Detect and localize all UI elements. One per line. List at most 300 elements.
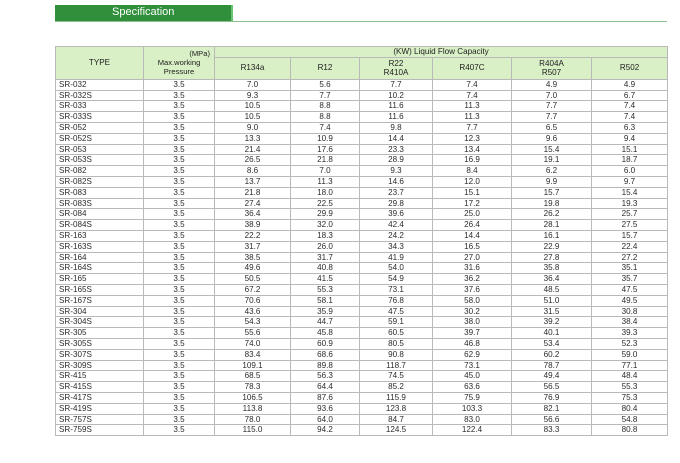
value-cell: 3.5 bbox=[144, 122, 215, 133]
value-cell: 15.4 bbox=[592, 187, 668, 198]
refrigerant-header: R22 R410A bbox=[360, 57, 433, 79]
value-cell: 8.8 bbox=[291, 101, 360, 112]
type-cell: SR-084 bbox=[56, 209, 144, 220]
value-cell: 10.5 bbox=[215, 112, 291, 123]
pressure-label: Max.working Pressure bbox=[157, 58, 201, 77]
value-cell: 21.4 bbox=[215, 144, 291, 155]
value-cell: 5.6 bbox=[291, 79, 360, 90]
table-row bbox=[56, 144, 668, 155]
value-cell: 60.5 bbox=[360, 328, 433, 339]
type-cell: SR-305S bbox=[56, 338, 144, 349]
table-row bbox=[56, 133, 668, 144]
value-cell: 9.0 bbox=[215, 122, 291, 133]
value-cell: 63.6 bbox=[433, 382, 512, 393]
value-cell: 3.5 bbox=[144, 306, 215, 317]
type-cell: SR-167S bbox=[56, 295, 144, 306]
table-row bbox=[56, 403, 668, 414]
value-cell: 38.0 bbox=[433, 317, 512, 328]
value-cell: 31.5 bbox=[512, 306, 592, 317]
type-cell: SR-417S bbox=[56, 392, 144, 403]
type-cell: SR-307S bbox=[56, 349, 144, 360]
value-cell: 3.5 bbox=[144, 382, 215, 393]
value-cell: 22.9 bbox=[512, 241, 592, 252]
value-cell: 3.5 bbox=[144, 101, 215, 112]
value-cell: 31.7 bbox=[215, 241, 291, 252]
value-cell: 3.5 bbox=[144, 112, 215, 123]
value-cell: 54.9 bbox=[360, 274, 433, 285]
type-cell: SR-163S bbox=[56, 241, 144, 252]
type-cell: SR-083S bbox=[56, 198, 144, 209]
value-cell: 25.0 bbox=[433, 209, 512, 220]
type-cell: SR-052 bbox=[56, 122, 144, 133]
type-cell: SR-164S bbox=[56, 263, 144, 274]
value-cell: 9.8 bbox=[360, 122, 433, 133]
table-row bbox=[56, 79, 668, 90]
value-cell: 7.7 bbox=[512, 101, 592, 112]
value-cell: 35.7 bbox=[592, 274, 668, 285]
value-cell: 4.9 bbox=[592, 79, 668, 90]
table-row bbox=[56, 166, 668, 177]
table-row bbox=[56, 101, 668, 112]
value-cell: 60.2 bbox=[512, 349, 592, 360]
value-cell: 42.4 bbox=[360, 220, 433, 231]
value-cell: 7.0 bbox=[215, 79, 291, 90]
value-cell: 35.1 bbox=[592, 263, 668, 274]
type-cell: SR-164 bbox=[56, 252, 144, 263]
type-cell: SR-082 bbox=[56, 166, 144, 177]
type-cell: SR-083 bbox=[56, 187, 144, 198]
value-cell: 19.1 bbox=[512, 155, 592, 166]
value-cell: 106.5 bbox=[215, 392, 291, 403]
value-cell: 9.7 bbox=[592, 176, 668, 187]
value-cell: 80.5 bbox=[360, 338, 433, 349]
value-cell: 3.5 bbox=[144, 79, 215, 90]
value-cell: 10.9 bbox=[291, 133, 360, 144]
table-row bbox=[56, 284, 668, 295]
value-cell: 58.0 bbox=[433, 295, 512, 306]
value-cell: 30.8 bbox=[592, 306, 668, 317]
value-cell: 124.5 bbox=[360, 425, 433, 436]
value-cell: 7.7 bbox=[512, 112, 592, 123]
value-cell: 51.0 bbox=[512, 295, 592, 306]
value-cell: 21.8 bbox=[215, 187, 291, 198]
value-cell: 19.8 bbox=[512, 198, 592, 209]
table-row bbox=[56, 338, 668, 349]
value-cell: 24.2 bbox=[360, 230, 433, 241]
value-cell: 7.0 bbox=[512, 90, 592, 101]
value-cell: 46.8 bbox=[433, 338, 512, 349]
value-cell: 3.5 bbox=[144, 176, 215, 187]
table-row bbox=[56, 230, 668, 241]
value-cell: 32.0 bbox=[291, 220, 360, 231]
value-cell: 83.4 bbox=[215, 349, 291, 360]
value-cell: 47.5 bbox=[592, 284, 668, 295]
value-cell: 7.7 bbox=[433, 122, 512, 133]
value-cell: 9.4 bbox=[592, 133, 668, 144]
value-cell: 45.0 bbox=[433, 371, 512, 382]
value-cell: 3.5 bbox=[144, 284, 215, 295]
value-cell: 31.6 bbox=[433, 263, 512, 274]
type-cell: SR-309S bbox=[56, 360, 144, 371]
value-cell: 11.6 bbox=[360, 101, 433, 112]
value-cell: 16.1 bbox=[512, 230, 592, 241]
value-cell: 14.6 bbox=[360, 176, 433, 187]
table-row bbox=[56, 328, 668, 339]
value-cell: 55.6 bbox=[215, 328, 291, 339]
value-cell: 36.2 bbox=[433, 274, 512, 285]
value-cell: 59.1 bbox=[360, 317, 433, 328]
type-cell: SR-033S bbox=[56, 112, 144, 123]
value-cell: 83.0 bbox=[433, 414, 512, 425]
type-cell: SR-052S bbox=[56, 133, 144, 144]
value-cell: 68.5 bbox=[215, 371, 291, 382]
table-row bbox=[56, 176, 668, 187]
table-row bbox=[56, 198, 668, 209]
value-cell: 3.5 bbox=[144, 252, 215, 263]
value-cell: 48.5 bbox=[512, 284, 592, 295]
value-cell: 17.2 bbox=[433, 198, 512, 209]
value-cell: 18.7 bbox=[592, 155, 668, 166]
value-cell: 74.5 bbox=[360, 371, 433, 382]
value-cell: 16.5 bbox=[433, 241, 512, 252]
value-cell: 27.0 bbox=[433, 252, 512, 263]
refrigerant-header: R502 bbox=[592, 57, 668, 79]
value-cell: 38.4 bbox=[592, 317, 668, 328]
value-cell: 3.5 bbox=[144, 349, 215, 360]
value-cell: 19.3 bbox=[592, 198, 668, 209]
value-cell: 39.2 bbox=[512, 317, 592, 328]
value-cell: 22.2 bbox=[215, 230, 291, 241]
value-cell: 9.3 bbox=[215, 90, 291, 101]
table-row bbox=[56, 360, 668, 371]
value-cell: 14.4 bbox=[360, 133, 433, 144]
value-cell: 49.5 bbox=[592, 295, 668, 306]
value-cell: 83.3 bbox=[512, 425, 592, 436]
value-cell: 75.3 bbox=[592, 392, 668, 403]
value-cell: 87.6 bbox=[291, 392, 360, 403]
value-cell: 7.4 bbox=[291, 122, 360, 133]
value-cell: 26.2 bbox=[512, 209, 592, 220]
value-cell: 113.8 bbox=[215, 403, 291, 414]
type-cell: SR-165 bbox=[56, 274, 144, 285]
value-cell: 3.5 bbox=[144, 414, 215, 425]
value-cell: 118.7 bbox=[360, 360, 433, 371]
table-row bbox=[56, 306, 668, 317]
value-cell: 41.5 bbox=[291, 274, 360, 285]
value-cell: 47.5 bbox=[360, 306, 433, 317]
type-cell: SR-084S bbox=[56, 220, 144, 231]
value-cell: 30.2 bbox=[433, 306, 512, 317]
value-cell: 7.4 bbox=[592, 101, 668, 112]
value-cell: 53.4 bbox=[512, 338, 592, 349]
value-cell: 3.5 bbox=[144, 295, 215, 306]
value-cell: 54.8 bbox=[592, 414, 668, 425]
value-cell: 3.5 bbox=[144, 371, 215, 382]
table-row bbox=[56, 187, 668, 198]
value-cell: 56.6 bbox=[512, 414, 592, 425]
value-cell: 28.1 bbox=[512, 220, 592, 231]
value-cell: 37.6 bbox=[433, 284, 512, 295]
value-cell: 3.5 bbox=[144, 209, 215, 220]
value-cell: 9.3 bbox=[360, 166, 433, 177]
value-cell: 109.1 bbox=[215, 360, 291, 371]
value-cell: 4.9 bbox=[512, 79, 592, 90]
value-cell: 13.4 bbox=[433, 144, 512, 155]
value-cell: 67.2 bbox=[215, 284, 291, 295]
table-row bbox=[56, 263, 668, 274]
value-cell: 93.6 bbox=[291, 403, 360, 414]
value-cell: 3.5 bbox=[144, 241, 215, 252]
value-cell: 39.6 bbox=[360, 209, 433, 220]
section-divider bbox=[55, 21, 667, 22]
value-cell: 7.7 bbox=[360, 79, 433, 90]
value-cell: 8.6 bbox=[215, 166, 291, 177]
value-cell: 78.0 bbox=[215, 414, 291, 425]
pressure-unit: (MPa) bbox=[189, 49, 210, 59]
value-cell: 94.2 bbox=[291, 425, 360, 436]
value-cell: 40.1 bbox=[512, 328, 592, 339]
value-cell: 3.5 bbox=[144, 392, 215, 403]
type-cell: SR-304 bbox=[56, 306, 144, 317]
value-cell: 27.2 bbox=[592, 252, 668, 263]
value-cell: 58.1 bbox=[291, 295, 360, 306]
value-cell: 21.8 bbox=[291, 155, 360, 166]
type-cell: SR-032S bbox=[56, 90, 144, 101]
value-cell: 27.8 bbox=[512, 252, 592, 263]
value-cell: 115.9 bbox=[360, 392, 433, 403]
value-cell: 11.6 bbox=[360, 112, 433, 123]
value-cell: 17.6 bbox=[291, 144, 360, 155]
value-cell: 6.0 bbox=[592, 166, 668, 177]
value-cell: 26.0 bbox=[291, 241, 360, 252]
value-cell: 15.7 bbox=[592, 230, 668, 241]
table-row bbox=[56, 425, 668, 436]
value-cell: 6.3 bbox=[592, 122, 668, 133]
table-row bbox=[56, 414, 668, 425]
value-cell: 41.9 bbox=[360, 252, 433, 263]
value-cell: 25.7 bbox=[592, 209, 668, 220]
value-cell: 44.7 bbox=[291, 317, 360, 328]
value-cell: 115.0 bbox=[215, 425, 291, 436]
value-cell: 3.5 bbox=[144, 403, 215, 414]
value-cell: 9.9 bbox=[512, 176, 592, 187]
value-cell: 11.3 bbox=[433, 101, 512, 112]
column-header-type: TYPE bbox=[56, 47, 144, 80]
type-cell: SR-757S bbox=[56, 414, 144, 425]
value-cell: 27.5 bbox=[592, 220, 668, 231]
value-cell: 50.5 bbox=[215, 274, 291, 285]
value-cell: 15.1 bbox=[592, 144, 668, 155]
value-cell: 54.3 bbox=[215, 317, 291, 328]
value-cell: 103.3 bbox=[433, 403, 512, 414]
value-cell: 10.2 bbox=[360, 90, 433, 101]
table-row bbox=[56, 392, 668, 403]
type-cell: SR-053S bbox=[56, 155, 144, 166]
value-cell: 13.7 bbox=[215, 176, 291, 187]
value-cell: 54.0 bbox=[360, 263, 433, 274]
value-cell: 15.7 bbox=[512, 187, 592, 198]
value-cell: 18.3 bbox=[291, 230, 360, 241]
value-cell: 3.5 bbox=[144, 220, 215, 231]
value-cell: 22.5 bbox=[291, 198, 360, 209]
value-cell: 52.3 bbox=[592, 338, 668, 349]
value-cell: 56.3 bbox=[291, 371, 360, 382]
value-cell: 9.6 bbox=[512, 133, 592, 144]
value-cell: 90.8 bbox=[360, 349, 433, 360]
refrigerant-header: R134a bbox=[215, 57, 291, 79]
value-cell: 34.3 bbox=[360, 241, 433, 252]
value-cell: 76.9 bbox=[512, 392, 592, 403]
value-cell: 18.0 bbox=[291, 187, 360, 198]
type-cell: SR-759S bbox=[56, 425, 144, 436]
table-row bbox=[56, 274, 668, 285]
value-cell: 64.0 bbox=[291, 414, 360, 425]
value-cell: 49.6 bbox=[215, 263, 291, 274]
value-cell: 6.5 bbox=[512, 122, 592, 133]
value-cell: 11.3 bbox=[433, 112, 512, 123]
value-cell: 77.1 bbox=[592, 360, 668, 371]
type-cell: SR-419S bbox=[56, 403, 144, 414]
value-cell: 3.5 bbox=[144, 155, 215, 166]
table-row bbox=[56, 317, 668, 328]
type-cell: SR-163 bbox=[56, 230, 144, 241]
value-cell: 39.3 bbox=[592, 328, 668, 339]
value-cell: 60.9 bbox=[291, 338, 360, 349]
value-cell: 45.8 bbox=[291, 328, 360, 339]
value-cell: 38.9 bbox=[215, 220, 291, 231]
type-cell: SR-165S bbox=[56, 284, 144, 295]
type-cell: SR-053 bbox=[56, 144, 144, 155]
type-cell: SR-032 bbox=[56, 79, 144, 90]
value-cell: 3.5 bbox=[144, 187, 215, 198]
value-cell: 64.4 bbox=[291, 382, 360, 393]
value-cell: 10.5 bbox=[215, 101, 291, 112]
value-cell: 82.1 bbox=[512, 403, 592, 414]
value-cell: 48.4 bbox=[592, 371, 668, 382]
value-cell: 36.4 bbox=[512, 274, 592, 285]
type-cell: SR-415 bbox=[56, 371, 144, 382]
table-row bbox=[56, 371, 668, 382]
value-cell: 7.0 bbox=[291, 166, 360, 177]
value-cell: 12.0 bbox=[433, 176, 512, 187]
value-cell: 15.4 bbox=[512, 144, 592, 155]
value-cell: 7.4 bbox=[592, 112, 668, 123]
table-row bbox=[56, 241, 668, 252]
value-cell: 31.7 bbox=[291, 252, 360, 263]
value-cell: 35.8 bbox=[512, 263, 592, 274]
value-cell: 70.6 bbox=[215, 295, 291, 306]
value-cell: 3.5 bbox=[144, 263, 215, 274]
value-cell: 13.3 bbox=[215, 133, 291, 144]
table-row bbox=[56, 349, 668, 360]
value-cell: 29.8 bbox=[360, 198, 433, 209]
column-header-pressure bbox=[144, 47, 215, 80]
value-cell: 8.4 bbox=[433, 166, 512, 177]
refrigerant-header: R407C bbox=[433, 57, 512, 79]
value-cell: 3.5 bbox=[144, 144, 215, 155]
value-cell: 80.8 bbox=[592, 425, 668, 436]
value-cell: 39.7 bbox=[433, 328, 512, 339]
value-cell: 80.4 bbox=[592, 403, 668, 414]
value-cell: 26.5 bbox=[215, 155, 291, 166]
value-cell: 76.8 bbox=[360, 295, 433, 306]
value-cell: 16.9 bbox=[433, 155, 512, 166]
table-row bbox=[56, 220, 668, 231]
value-cell: 27.4 bbox=[215, 198, 291, 209]
value-cell: 49.4 bbox=[512, 371, 592, 382]
value-cell: 56.5 bbox=[512, 382, 592, 393]
value-cell: 73.1 bbox=[433, 360, 512, 371]
value-cell: 55.3 bbox=[592, 382, 668, 393]
value-cell: 23.3 bbox=[360, 144, 433, 155]
value-cell: 62.9 bbox=[433, 349, 512, 360]
value-cell: 8.8 bbox=[291, 112, 360, 123]
value-cell: 12.3 bbox=[433, 133, 512, 144]
type-cell: SR-082S bbox=[56, 176, 144, 187]
value-cell: 6.7 bbox=[592, 90, 668, 101]
value-cell: 84.7 bbox=[360, 414, 433, 425]
type-cell: SR-415S bbox=[56, 382, 144, 393]
value-cell: 3.5 bbox=[144, 166, 215, 177]
value-cell: 123.8 bbox=[360, 403, 433, 414]
table-row bbox=[56, 122, 668, 133]
value-cell: 3.5 bbox=[144, 360, 215, 371]
type-cell: SR-033 bbox=[56, 101, 144, 112]
value-cell: 7.4 bbox=[433, 90, 512, 101]
value-cell: 6.2 bbox=[512, 166, 592, 177]
value-cell: 3.5 bbox=[144, 274, 215, 285]
value-cell: 55.3 bbox=[291, 284, 360, 295]
value-cell: 28.9 bbox=[360, 155, 433, 166]
value-cell: 26.4 bbox=[433, 220, 512, 231]
value-cell: 3.5 bbox=[144, 317, 215, 328]
value-cell: 3.5 bbox=[144, 425, 215, 436]
table-row bbox=[56, 252, 668, 263]
type-cell: SR-305 bbox=[56, 328, 144, 339]
value-cell: 78.7 bbox=[512, 360, 592, 371]
type-cell: SR-304S bbox=[56, 317, 144, 328]
refrigerant-header: R12 bbox=[291, 57, 360, 79]
value-cell: 59.0 bbox=[592, 349, 668, 360]
value-cell: 3.5 bbox=[144, 338, 215, 349]
value-cell: 85.2 bbox=[360, 382, 433, 393]
value-cell: 3.5 bbox=[144, 328, 215, 339]
value-cell: 29.9 bbox=[291, 209, 360, 220]
value-cell: 3.5 bbox=[144, 90, 215, 101]
value-cell: 122.4 bbox=[433, 425, 512, 436]
value-cell: 73.1 bbox=[360, 284, 433, 295]
value-cell: 78.3 bbox=[215, 382, 291, 393]
table-row bbox=[56, 295, 668, 306]
refrigerant-header: R404A R507 bbox=[512, 57, 592, 79]
value-cell: 22.4 bbox=[592, 241, 668, 252]
section-title: Specification bbox=[112, 6, 175, 18]
value-cell: 75.9 bbox=[433, 392, 512, 403]
value-cell: 7.7 bbox=[291, 90, 360, 101]
value-cell: 15.1 bbox=[433, 187, 512, 198]
value-cell: 23.7 bbox=[360, 187, 433, 198]
value-cell: 38.5 bbox=[215, 252, 291, 263]
value-cell: 14.4 bbox=[433, 230, 512, 241]
table-row bbox=[56, 382, 668, 393]
table-row bbox=[56, 209, 668, 220]
value-cell: 74.0 bbox=[215, 338, 291, 349]
table-row bbox=[56, 112, 668, 123]
value-cell: 11.3 bbox=[291, 176, 360, 187]
specification-table bbox=[55, 46, 668, 436]
value-cell: 35.9 bbox=[291, 306, 360, 317]
value-cell: 40.8 bbox=[291, 263, 360, 274]
